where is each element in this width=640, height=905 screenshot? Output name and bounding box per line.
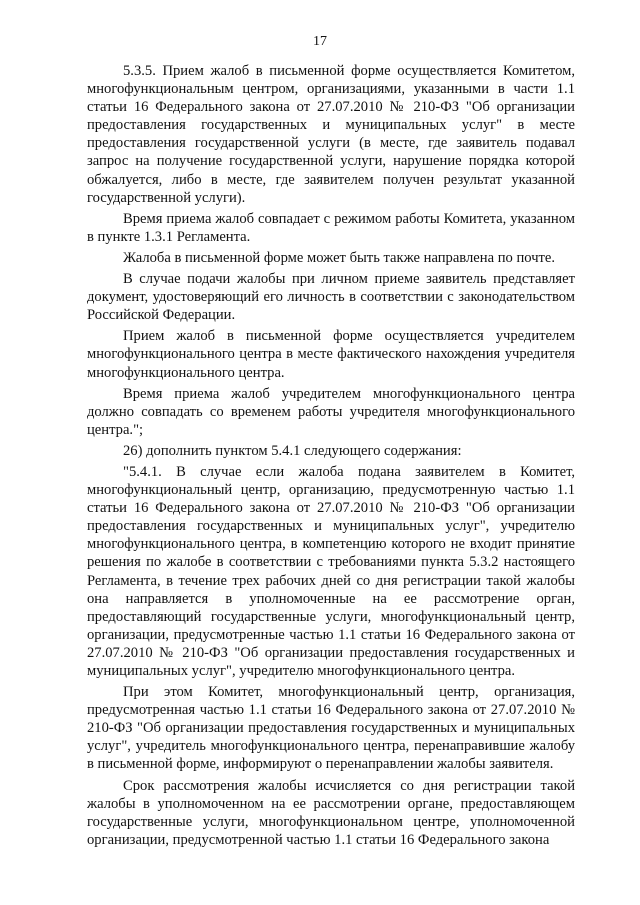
paragraph: Жалоба в письменной форме может быть также направлена по почте. [123, 249, 556, 266]
paragraph: 26) дополнить пунктом 5.4.1 следующего содержания: [123, 442, 462, 459]
paragraph: Прием жалоб в письменной форме осуществляется учредителем многофункционального центра в месте фактического нахождения учредителя многофункционального центра. [87, 328, 575, 381]
paragraph: 5.3.5. Прием жалоб в письменной форме осуществляется Комитетом, многофункциональным центром, организациями, указанными в части 1.1 статьи 16 Федерального закона от 27.07.2010 № 210-ФЗ "Об организации предоставления государственных и муниципальных услуг" в месте предоставления государственной услуги (в месте, где заявитель подавал запрос на получение государственной услуги, нарушение порядка которой обжалуется, либо в месте, где заявителем получен результат указанной государственной услуги). [87, 63, 575, 206]
paragraph: Срок рассмотрения жалобы исчисляется со дня регистрации такой жалобы в уполномоченном на ее рассмотрении органе, предоставляющем государственные услуги, многофункциональном центре, уполномоченной организации, предусмотренной частью 1.1 статьи 16 Федерального закона [87, 777, 575, 848]
paragraph: Время приема жалоб учредителем многофункционального центра должно совпадать со временем работы учредителя многофункционального центра."; [87, 385, 575, 438]
paragraph: В случае подачи жалобы при личном приеме заявитель представляет документ, удостоверяющий его личность в соответствии с законодательством Российской Федерации. [87, 271, 575, 324]
page-number: 17 [313, 34, 327, 49]
paragraph: При этом Комитет, многофункциональный центр, организация, предусмотренная частью 1.1 статьи 16 Федерального закона от 27.07.2010 № 210-ФЗ "Об организации предоставления государственных и муниципальных услуг", учредитель многофункционального центра, перенаправившие жалобу в письменной форме, информируют о перенаправлении жалобы заявителя. [87, 684, 575, 773]
document-body [87, 62, 575, 852]
paragraph: "5.4.1. В случае если жалоба подана заявителем в Комитет, многофункциональный центр, организацию, предусмотренную частью 1.1 статьи 16 Федерального закона от 27.07.2010 № 210-ФЗ "Об организации предоставления государственных и муниципальных услуг", учредителю многофункционального центра, в компетенцию которого не входит принятие решения по жалобе в соответствии с требованиями пункта 5.3.2 настоящего Регламента, в течение трех рабочих дней со дня регистрации такой жалобы она направляется в уполномоченные на ее рассмотрение орган, предоставляющий государственные услуги, многофункциональный центр, организации, предусмотренные частью 1.1 статьи 16 Федерального закона от 27.07.2010 № 210-ФЗ "Об организации предоставления государственных и муниципальных услуг", учредителю многофункционального центра. [87, 463, 575, 679]
paragraph: Время приема жалоб совпадает с режимом работы Комитета, указанном в пункте 1.3.1 Регламента. [87, 210, 575, 245]
